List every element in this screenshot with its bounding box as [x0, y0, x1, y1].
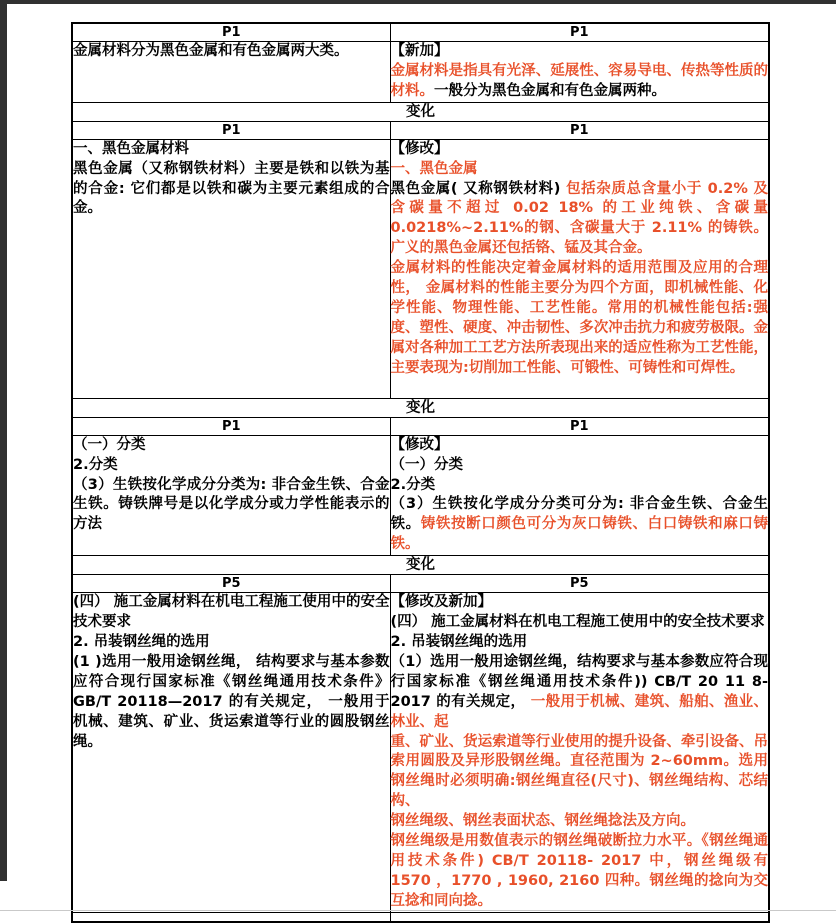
revised-text-cell: [390, 435, 769, 555]
partial-cell: [390, 912, 769, 922]
text-segment: (1 )选用一般用途钢丝绳， 结构要求与基本参数应符合现行国家标准《钢丝绳通用技术条件》GB/T 20118—2017 的有关规定， 一般用于机械、建筑、矿业、货运索道等行业的圆股钢丝绳。: [73, 653, 390, 750]
section-header-row: [72, 23, 769, 42]
content-row: [72, 593, 769, 913]
text-segment: （一）分类: [390, 456, 463, 473]
text-segment: 黑色金属( 又称钢铁材料): [390, 180, 567, 197]
paragraph: [391, 633, 769, 653]
paragraph: [391, 160, 769, 180]
text-segment: (四） 施工金属材料在机电工程施工使用中的安全技术要求: [390, 614, 765, 631]
revised-text-cell: [390, 139, 769, 398]
change-label: 变化: [72, 556, 769, 575]
change-label: 变化: [72, 102, 769, 121]
paragraph: [391, 140, 769, 160]
paragraph: [391, 180, 769, 260]
added-text-segment: 钢丝绳级、钢丝表面状态、钢丝绳捻法及方向。: [390, 813, 695, 830]
partial-cell: [72, 912, 390, 922]
paragraph: [391, 259, 769, 378]
page-bottom-divider: [0, 910, 836, 911]
change-label: 变化: [72, 398, 769, 417]
paragraph: [73, 42, 390, 62]
page-number-cell: P1: [72, 121, 390, 139]
paragraph: [73, 593, 390, 633]
screen-edge-left: [0, 0, 7, 881]
text-segment: 2. 吊装钢丝绳的选用: [73, 633, 210, 650]
paragraph: [391, 653, 769, 733]
text-segment: （3）生铁按化学成分分类为: 非合金生铁、合金生铁。铸铁牌号是以化学成分或力学性能表示的方法: [73, 476, 390, 533]
text-segment: 【新加】: [390, 43, 449, 59]
paragraph: [73, 160, 390, 220]
page-number-cell: P1: [72, 417, 390, 435]
text-segment: 2. 吊装钢丝绳的选用: [390, 633, 528, 650]
paragraph: [391, 832, 769, 912]
paragraph: [391, 613, 769, 633]
page-number-cell: P5: [390, 575, 769, 593]
section-header-row: [72, 575, 769, 593]
text-segment: 金属材料分为黑色金属和有色金属两大类。: [73, 43, 349, 59]
paragraph: [391, 456, 769, 476]
text-segment: 一般分为黑色金属和有色金属两种。: [434, 82, 666, 99]
text-segment: 一、黑色金属材料: [73, 140, 189, 157]
text-segment: （1）选用一般用途钢丝绳，结构要求与基本参数应符合现行国家标准《钢丝绳通用技术条件)) CB/T 20 11 8-2017 的有关规定，: [390, 653, 768, 710]
text-segment: （3）生铁按化学成分分类可分为: 非合金生铁、合金生铁。: [390, 496, 768, 533]
paragraph: [391, 476, 769, 496]
paragraph: [391, 593, 769, 613]
text-segment: 【修改及新加】: [390, 594, 492, 611]
text-segment: 【修改】: [390, 436, 449, 453]
added-text-segment: 一般用于机械、建筑、船舶、渔业、林业、起: [390, 693, 769, 730]
paragraph: [73, 436, 390, 456]
page-number-cell: P5: [72, 575, 390, 593]
paragraph: [73, 653, 390, 753]
paragraph: [73, 140, 390, 160]
paragraph: [73, 476, 390, 536]
original-text-cell: [72, 593, 390, 913]
added-text-segment: 钢丝绳级是用数值表示的钢丝绳破断拉力水平。《钢丝绳通用技术条件) CB/T 20118- 2017 中，钢丝绳级有 1570 ，1770 , 1960, 2160 四种。钢丝绳的捻向为交互捻和同向捻。: [390, 833, 768, 909]
paragraph: [391, 495, 769, 555]
comparison-table: [71, 22, 770, 923]
paragraph: [73, 633, 390, 653]
text-segment: （一）分类: [73, 436, 146, 453]
text-segment: 【修改】: [390, 140, 449, 157]
partial-row-cutoff: [72, 912, 769, 922]
added-text-segment: 金属材料是指具有光泽、延展性、容易导电、传热等性质的材料。: [390, 62, 768, 99]
added-text-segment: 包括杂质总含量小于 0.2% 及含碳量不超过 0.02 18% 的工业纯铁、含碳量0.0218%~2.11%的钢、含碳量大于 2.11% 的铸铁。广义的黑色金属还包括铬、锰及其合金。: [390, 180, 769, 257]
revised-text-cell: [390, 593, 769, 913]
paragraph: [391, 62, 769, 102]
revised-text-cell: [390, 42, 769, 103]
change-row: [72, 102, 769, 121]
page-number-cell: P1: [390, 121, 769, 139]
paragraph: [73, 456, 390, 476]
paragraph: [391, 42, 769, 62]
original-text-cell: [72, 42, 390, 103]
added-text-segment: 铸铁按断口颜色可分为灰口铸铁、白口铸铁和麻口铸铁。: [390, 516, 768, 553]
added-text-segment: 金属材料的性能决定着金属材料的适用范围及应用的合理性， 金属材料的性能主要分为四个方面，即机械性能、化学性能、物理性能、工艺性能。常用的机械性能包括:强度、塑性、硬度、冲击韧性、多次冲击抗力和疲劳极限。金属对各种加工工艺方法所表现出来的适应性称为工艺性能， 主要表现为:切削加工性能、可锻性、可铸性和可焊性。: [390, 260, 768, 376]
added-text-segment: 重、矿业、货运索道等行业使用的提升设备、牵引设备、吊索用圆股及异形股钢丝绳。直径范围为 2~60mm。选用钢丝绳时必须明确:钢丝绳直径(尺寸)、钢丝绳结构、芯结构、: [390, 733, 768, 810]
section-header-row: [72, 417, 769, 435]
text-segment: (四） 施工金属材料在机电工程施工使用中的安全技术要求: [73, 594, 390, 631]
added-text-segment: 一、黑色金属: [390, 160, 478, 177]
page-number-cell: P1: [72, 23, 390, 42]
text-segment: 2.分类: [390, 476, 436, 493]
paragraph: [391, 436, 769, 456]
document-page: [7, 4, 836, 912]
content-row: [72, 42, 769, 103]
section-header-row: [72, 121, 769, 139]
page-number-cell: P1: [390, 23, 769, 42]
paragraph: [391, 812, 769, 832]
change-row: [72, 398, 769, 417]
original-text-cell: [72, 139, 390, 398]
text-segment: 黑色金属（又称钢铁材料）主要是铁和以铁为基的合金: 它们都是以铁和碳为主要元素组成的合金。: [73, 160, 390, 217]
text-segment: 2.分类: [73, 456, 118, 473]
paragraph: [391, 733, 769, 813]
content-row: [72, 435, 769, 555]
page-number-cell: P1: [390, 417, 769, 435]
comparison-table-body: [72, 23, 769, 922]
change-row: [72, 556, 769, 575]
content-row: [72, 139, 769, 398]
original-text-cell: [72, 435, 390, 555]
